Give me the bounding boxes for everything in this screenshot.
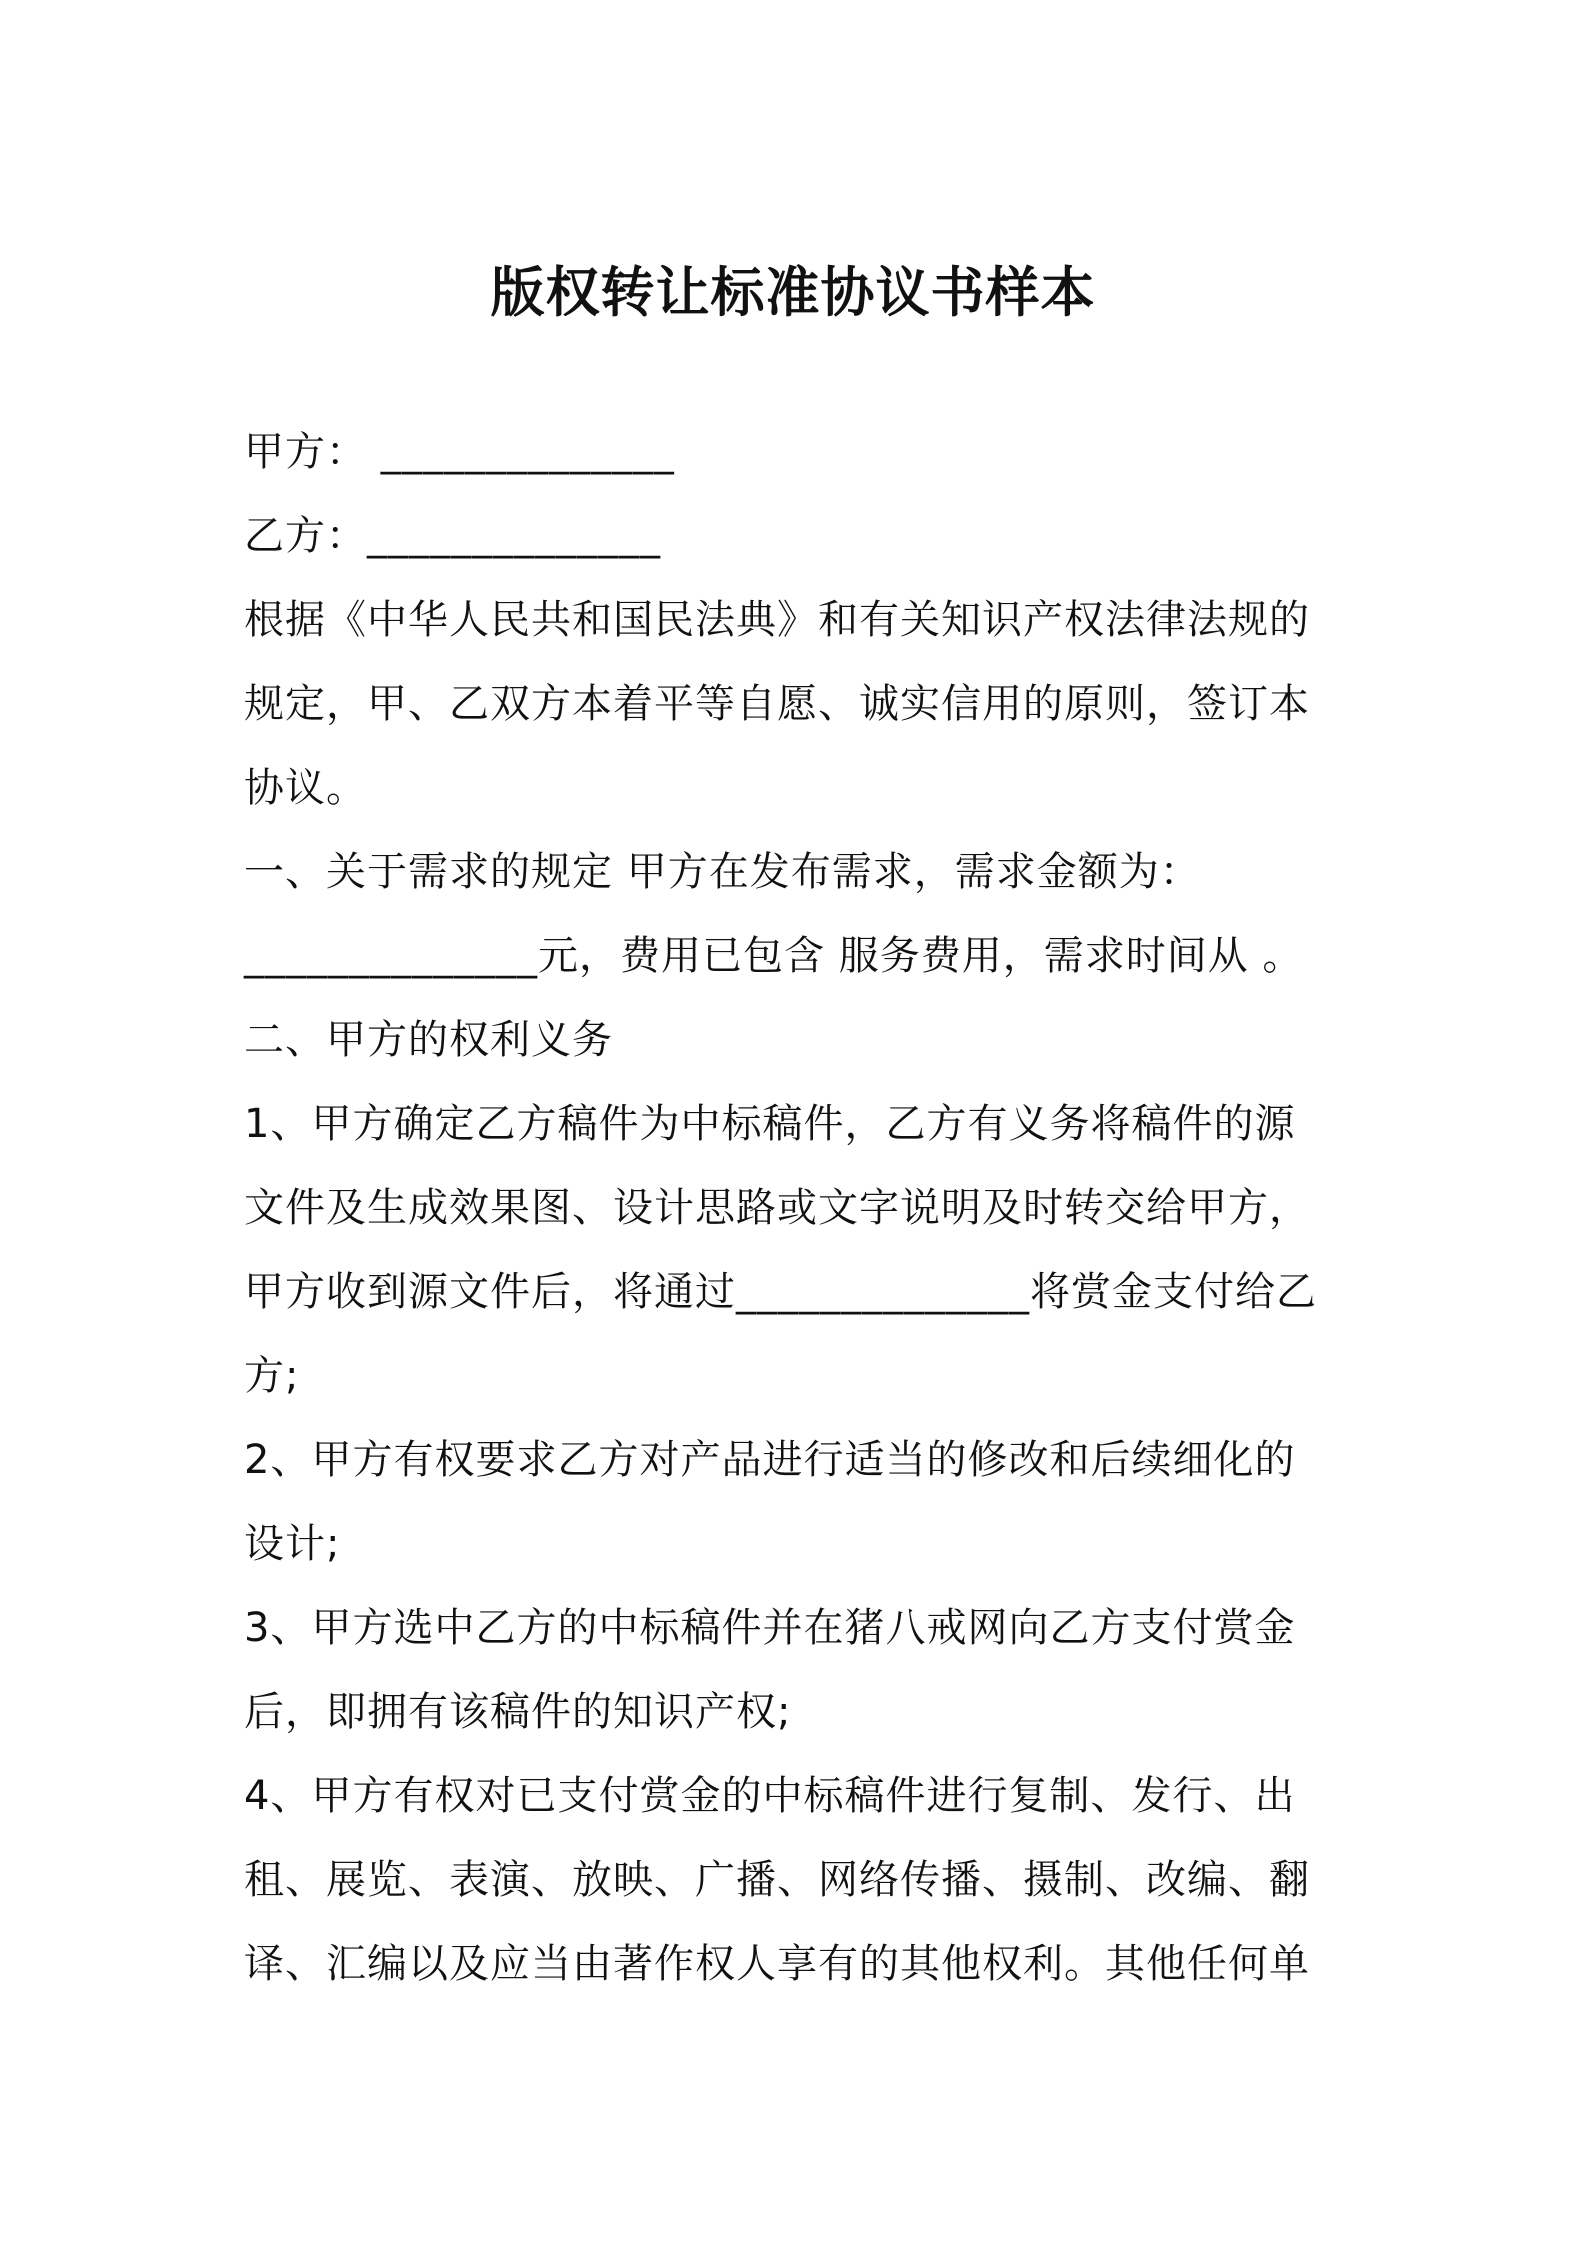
document-title: 版权转让标准协议书样本	[490, 261, 1096, 324]
preamble-line: 规定，甲、乙双方本着平等自愿、诚实信用的原则，签订本	[244, 681, 1310, 727]
document-body	[244, 410, 1354, 2006]
clause-line: 2、甲方有权要求乙方对产品进行适当的修改和后续细化的	[244, 1437, 1296, 1483]
clause-line: 设计;	[244, 1521, 341, 1567]
clause-line: 3、甲方选中乙方的中标稿件并在猪八戒网向乙方支付赏金	[244, 1605, 1296, 1651]
clause-line: 租、展览、表演、放映、广播、网络传播、摄制、改编、翻	[244, 1857, 1310, 1903]
clause-line: 译、汇编以及应当由著作权人享有的其他权利。其他任何单	[244, 1941, 1310, 1987]
clause-line: 4、甲方有权对已支付赏金的中标稿件进行复制、发行、出	[244, 1773, 1296, 1819]
clause-line: 后，即拥有该稿件的知识产权;	[244, 1689, 792, 1735]
preamble-line: 根据《中华人民共和国民法典》和有关知识产权法律法规的	[244, 597, 1310, 643]
paragraph-line: ______________元，费用已包含 服务费用，需求时间从 。	[244, 933, 1304, 979]
party-a-line: 甲方： ______________	[244, 429, 675, 475]
clause-line: 方;	[244, 1353, 300, 1399]
party-b-line: 乙方：______________	[244, 513, 661, 559]
preamble-line: 协议。	[244, 765, 367, 811]
clause-line: 1、甲方确定乙方稿件为中标稿件，乙方有义务将稿件的源	[244, 1101, 1296, 1147]
clause-line: 文件及生成效果图、设计思路或文字说明及时转交给甲方，	[244, 1185, 1310, 1231]
clause-line: 甲方收到源文件后，将通过______________将赏金支付给乙	[244, 1269, 1317, 1315]
section-heading-2: 二、甲方的权利义务	[244, 1017, 613, 1063]
section-heading-1: 一、关于需求的规定 甲方在发布需求，需求金额为：	[244, 849, 1201, 895]
